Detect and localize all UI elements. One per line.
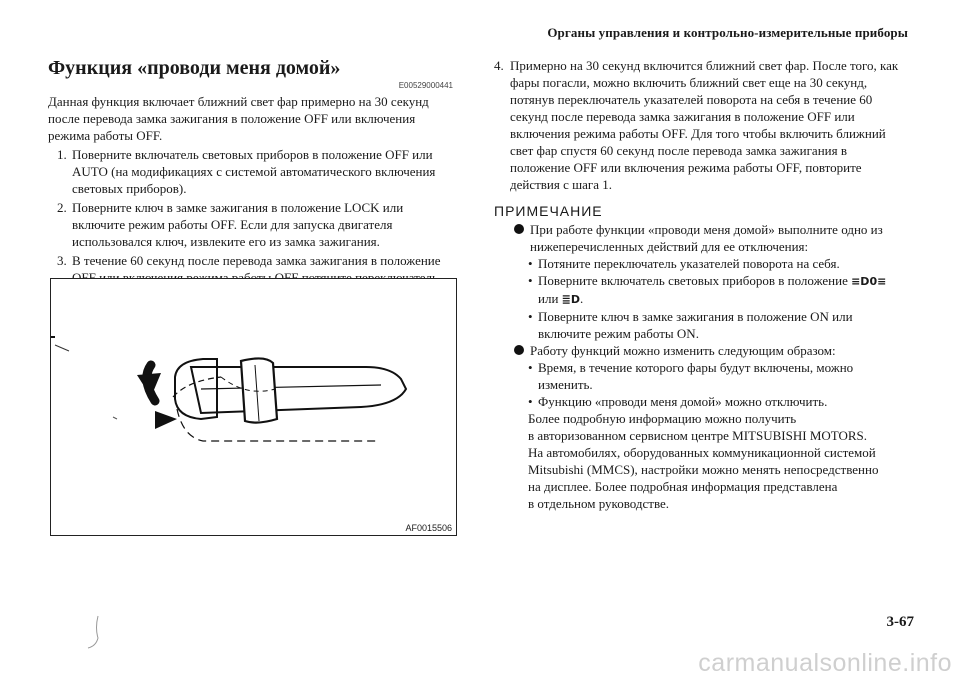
section-title: Функция «проводи меня домой» [48, 57, 341, 79]
sub-bullet-mark: • [528, 394, 533, 409]
step-4 [494, 57, 904, 193]
section-code: E00529000441 [398, 81, 453, 90]
note-2-extra-4: Mitsubishi (MMCS), настройки можно менять непосредственно [528, 462, 879, 477]
note-1-item-3: • Поверните ключ в замке зажигания в положение ON или включите режим работы ON. [528, 309, 853, 341]
note-bullet-1 [528, 221, 904, 255]
note-2-text: Работу функций можно изменить следующим образом: [530, 343, 836, 358]
note-2-extra-5: на дисплее. Более подробная информация представлена [528, 479, 838, 494]
note-2-extra-2: в авторизованном сервисном центре MITSUBISHI MOTORS. [528, 428, 868, 443]
low-beam-icon: ≣D [561, 293, 581, 306]
watermark: carmanualsonline.info [698, 649, 952, 677]
sub-bullet-mark: • [528, 273, 533, 288]
note-1-text: При работе функции «проводи меня домой» выполните одно из нижеперечисленных действий для ее отключения: [530, 222, 883, 254]
note-1-item-2: • Поверните включатель световых приборов в положение ≡D0≡ или ≣D. [528, 273, 887, 306]
note-2-item-2: • Функцию «проводи меня домой» можно отключить. [528, 394, 828, 409]
sub-bullet-mark: • [528, 360, 533, 375]
note-2-extra-6: в отдельном руководстве. [528, 496, 670, 511]
sub-bullet-mark: • [528, 309, 533, 324]
step-2: 2. Поверните ключ в замке зажигания в положение LOCK или включите режим работы OFF. Если для запуска двигателя использовался ключ, извлеките его из замка зажигания. [70, 199, 453, 250]
note-2-extra-3: На автомобилях, оборудованных коммуникационной системой [528, 445, 876, 460]
note-2-extra-1: Более подробную информацию можно получить [528, 411, 797, 426]
note-bullet-2 [528, 342, 904, 359]
running-header: Органы управления и контрольно-измерительные приборы [547, 25, 908, 40]
headlight-off-icon: ≡D0≡ [851, 275, 887, 288]
step-3: 3. В течение 60 секунд после перевода замка зажигания в положение [70, 252, 453, 303]
intro-paragraph: Данная функция включает ближний свет фар примерно на 30 секунд после перевода замка зажигания в положение OFF или включения режима работы OFF. [48, 94, 429, 143]
bullet-dot-icon [514, 345, 524, 355]
note-2-item-1: • Время, в течение которого фары будут включены, можно изменить. [528, 360, 854, 392]
stray-pen-mark [86, 614, 106, 654]
page-number: 3-67 [886, 614, 914, 630]
step-1: 1. Поверните включатель световых приборов в положение OFF или AUTO (на модификациях с системой автоматического включения световых приборов). [70, 146, 453, 197]
figure-code: AF0015506 [405, 523, 452, 533]
left-column [48, 55, 453, 305]
note-heading: ПРИМЕЧАНИЕ [494, 203, 603, 219]
turn-signal-lever-drawing [51, 279, 456, 535]
step-4-text: Примерно на 30 секунд включится ближний свет фар. После того, как фары погасли, можно включить ближний свет еще на 30 секунд, потянув переключатель указателей поворота на себя в течение 60 секунд после перевода замка зажигания в положение OFF или включения режима работы OFF. Для того чтобы включить ближний свет фар спустя 60 секунд после перевода замка зажигания в положение OFF или включения режима работы OFF, повторите действия с шага 1. [510, 58, 899, 192]
lever-illustration [50, 278, 457, 536]
right-column [494, 57, 904, 512]
step-4-number: 4. [494, 58, 504, 73]
sub-bullet-mark: • [528, 256, 533, 271]
bullet-dot-icon [514, 224, 524, 234]
note-1-item-1: • Потяните переключатель указателей поворота на себя. [528, 256, 840, 271]
